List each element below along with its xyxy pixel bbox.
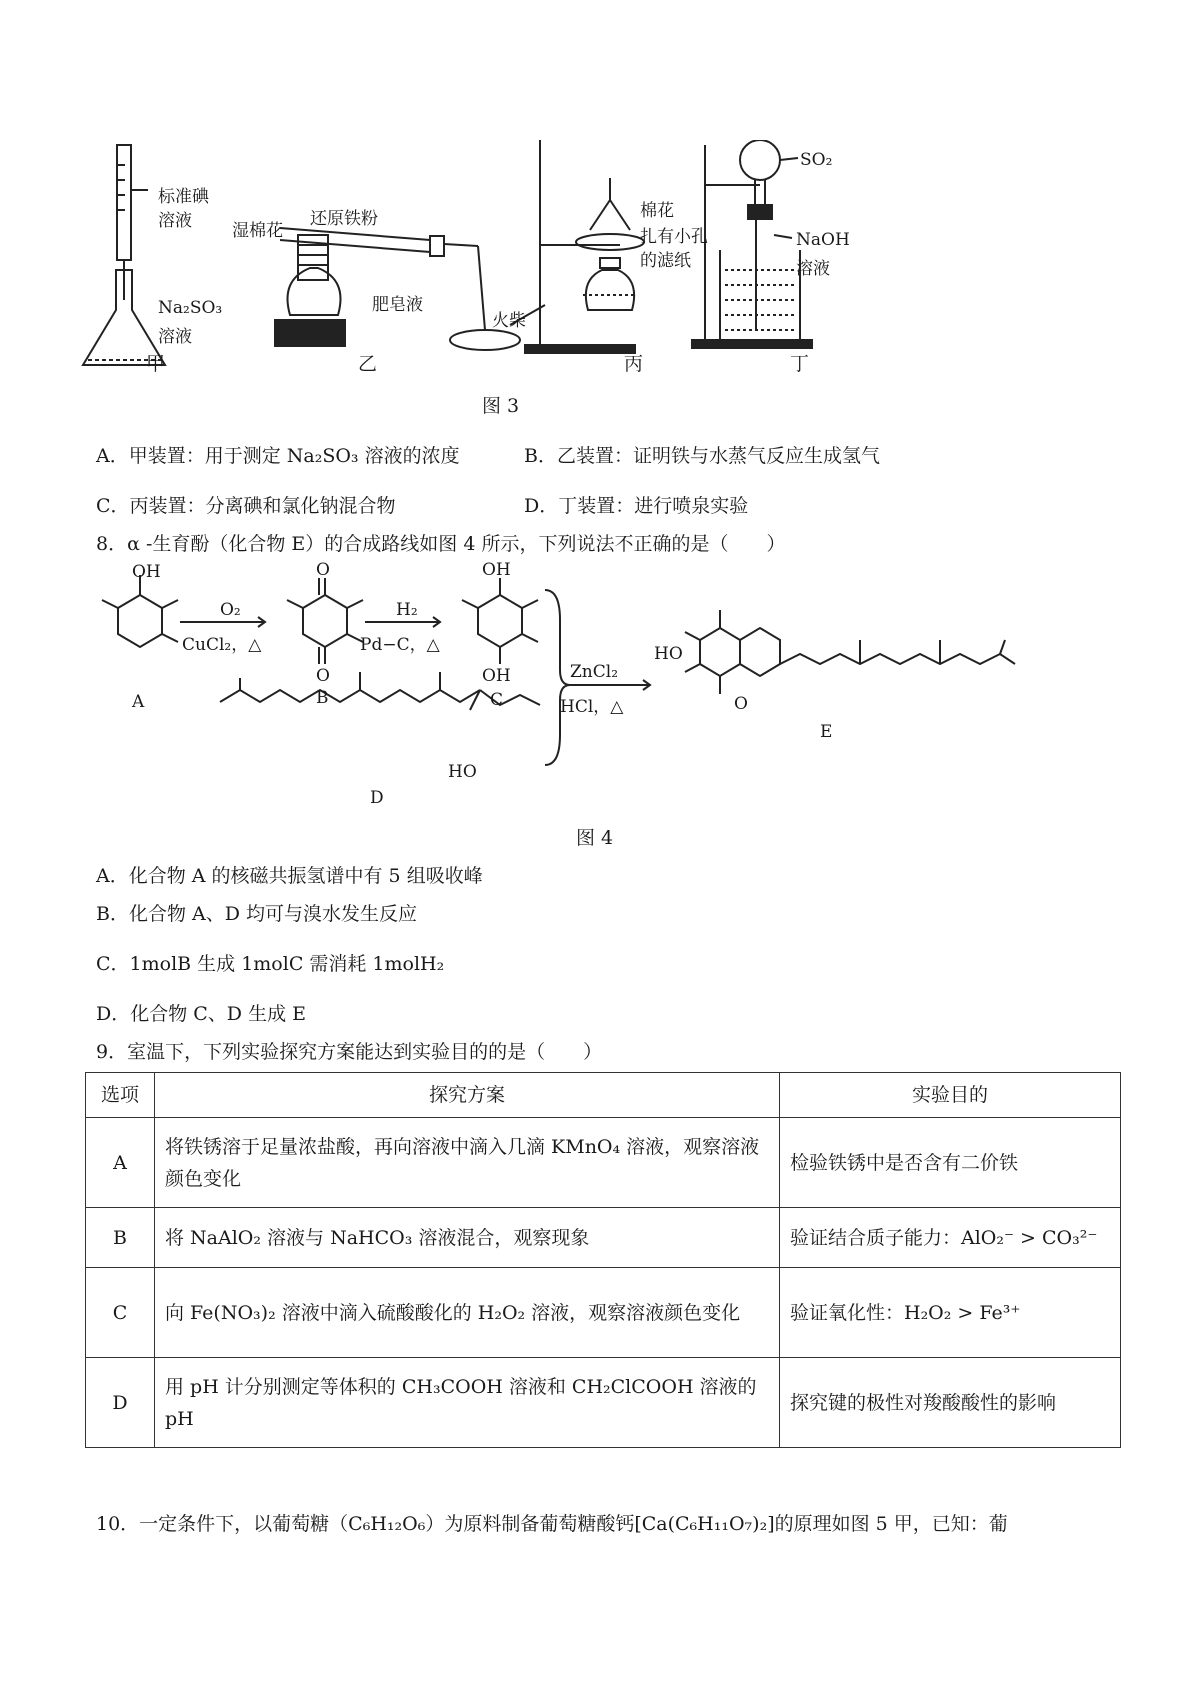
apparatus-yi: [275, 228, 545, 350]
q7-option-a: A．甲装置：用于测定 Na₂SO₃ 溶液的浓度: [96, 445, 460, 467]
e-ring-o: O: [734, 694, 748, 714]
apparatus-bing: [525, 140, 644, 353]
row-option: B: [86, 1208, 155, 1268]
compound-e-label: E: [820, 722, 833, 742]
q7-option-b: B．乙装置：证明铁与水蒸气反应生成氢气: [524, 445, 880, 467]
step2-reagent-bottom: Pd−C，△: [360, 635, 440, 655]
jia-label-iodine: 标准碘: [158, 187, 209, 207]
table-header-row: [86, 1073, 1121, 1118]
compound-d-label: D: [370, 788, 384, 808]
row-goal: 验证氧化性：H₂O₂ > Fe³⁺: [780, 1268, 1121, 1358]
table-row: [86, 1208, 1121, 1268]
q9-stem: 9．室温下，下列实验探究方案能达到实验目的的是（ ）: [96, 1041, 603, 1063]
apparatus-name-jia: 甲: [146, 353, 166, 375]
row-goal: 验证结合质子能力：AlO₂⁻ > CO₃²⁻: [780, 1208, 1121, 1268]
header-option: 选项: [86, 1073, 155, 1118]
e-ho-group: HO: [654, 644, 683, 664]
row-plan: 用 pH 计分别测定等体积的 CH₃COOH 溶液和 CH₂ClCOOH 溶液的 pH: [155, 1358, 780, 1448]
b-o-top: O: [316, 560, 330, 580]
step1-reagent-top: O₂: [220, 600, 241, 620]
yi-label-match: 火柴: [492, 311, 526, 331]
figure-4-caption: 图 4: [576, 827, 614, 849]
header-goal: 实验目的: [780, 1073, 1121, 1118]
q8-option-c: C．1molB 生成 1molC 需消耗 1molH₂: [96, 953, 445, 975]
q7-option-c: C．丙装置：分离碘和氯化钠混合物: [96, 495, 396, 517]
apparatus-name-bing: 丙: [624, 353, 644, 375]
a-oh-group: OH: [132, 562, 161, 582]
row-plan: 将铁锈溶于足量浓盐酸，再向溶液中滴入几滴 KMnO₄ 溶液，观察溶液颜色变化: [155, 1118, 780, 1208]
yi-label-soap: 肥皂液: [372, 295, 423, 315]
q7-option-d: D．丁装置：进行喷泉实验: [524, 495, 749, 517]
compound-a-label: A: [132, 692, 145, 712]
q8-option-a: A．化合物 A 的核磁共振氢谱中有 5 组吸收峰: [96, 865, 483, 887]
row-plan: 向 Fe(NO₃)₂ 溶液中滴入硫酸酸化的 H₂O₂ 溶液，观察溶液颜色变化: [155, 1268, 780, 1358]
d-ho-group: HO: [448, 762, 477, 782]
step3-reagent-bottom: HCl，△: [560, 697, 624, 717]
b-o-bottom: O: [316, 666, 330, 686]
figure-4-synthesis: [100, 560, 1020, 810]
row-goal: 检验铁锈中是否含有二价铁: [780, 1118, 1121, 1208]
q8-option-d: D．化合物 C、D 生成 E: [96, 1003, 306, 1025]
q8-option-b: B．化合物 A、D 均可与溴水发生反应: [96, 903, 417, 925]
apparatus-jia: [83, 145, 165, 365]
ding-label-so2: SO₂: [800, 150, 833, 170]
row-goal: 探究键的极性对羧酸酸性的影响: [780, 1358, 1121, 1448]
q9-table: [85, 1072, 1121, 1448]
row-plan: 将 NaAlO₂ 溶液与 NaHCO₃ 溶液混合，观察现象: [155, 1208, 780, 1268]
yi-label-iron-powder: 还原铁粉: [310, 209, 378, 229]
jia-label-iodine-sol: 溶液: [158, 211, 192, 231]
row-option: A: [86, 1118, 155, 1208]
yi-label-wet-cotton: 湿棉花: [232, 221, 283, 241]
bing-label-cotton: 棉花: [640, 201, 674, 221]
figure-3-caption: 图 3: [482, 395, 520, 417]
step2-reagent-top: H₂: [396, 600, 418, 620]
step3-reagent-top: ZnCl₂: [570, 662, 619, 682]
ding-label-naoh-sol: 溶液: [796, 259, 830, 279]
q10-stem: 10．一定条件下，以葡萄糖（C₆H₁₂O₆）为原料制备葡萄糖酸钙[Ca(C₆H₁₁O₇)₂]的原理如图 5 甲，已知：葡: [96, 1513, 1008, 1535]
apparatus-ding: [692, 140, 812, 348]
c-oh-top: OH: [482, 560, 511, 580]
jia-label-na2so3-sol: 溶液: [158, 327, 192, 347]
table-row: [86, 1358, 1121, 1448]
header-plan: 探究方案: [155, 1073, 780, 1118]
apparatus-name-yi: 乙: [358, 353, 378, 375]
step1-reagent-bottom: CuCl₂，△: [182, 635, 262, 655]
apparatus-name-ding: 丁: [790, 353, 810, 375]
row-option: C: [86, 1268, 155, 1358]
bing-label-filter2: 的滤纸: [640, 251, 691, 271]
c-oh-bottom: OH: [482, 666, 511, 686]
compound-b-label: B: [316, 688, 329, 708]
compound-c-label: C: [490, 690, 504, 710]
row-option: D: [86, 1358, 155, 1448]
table-row: [86, 1118, 1121, 1208]
ding-label-naoh: NaOH: [796, 230, 850, 250]
q8-stem: 8．α -生育酚（化合物 E）的合成路线如图 4 所示，下列说法不正确的是（ ）: [96, 533, 786, 555]
table-row: [86, 1268, 1121, 1358]
jia-label-na2so3: Na₂SO₃: [158, 298, 223, 318]
bing-label-filter1: 扎有小孔: [640, 227, 708, 247]
